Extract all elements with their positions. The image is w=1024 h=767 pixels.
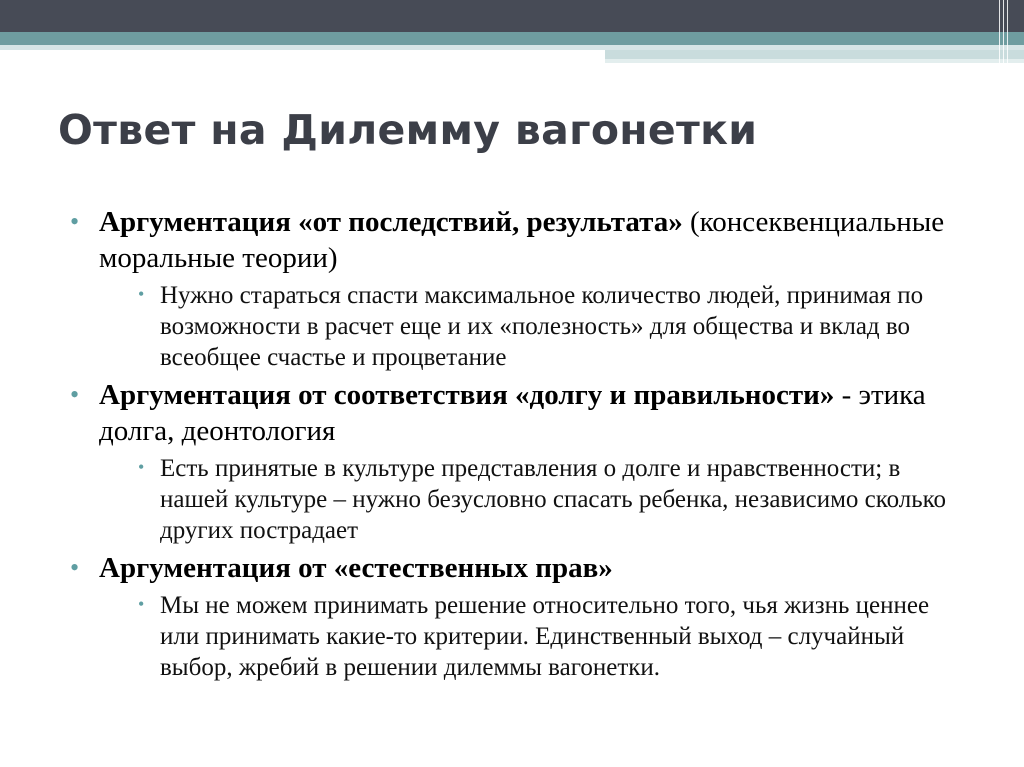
sub-bullet-consequences [70,280,970,373]
bullet-consequences [70,204,970,276]
bullet-rest: - этика долга, деонтология [99,379,926,447]
bullet-heading: Аргументация от «естественных прав» [99,552,613,584]
bullet-rest: (консеквенциальные моральные теории) [99,206,945,274]
sub-bullet-text: Мы не можем принимать решение относительно того, чья жизнь ценнее или принимать какие-то критерии. Единственный выход – случайный выбор, жребий в решении дилеммы вагонетки. [160,592,930,681]
slide-content [70,204,970,687]
slide-title: Ответ на Дилемму вагонетки [58,106,758,154]
bullet-dot-icon: • [70,207,80,236]
bullet-heading: Аргументация от соответствия «долгу и правильности» [99,379,835,411]
sub-bullet-natural-rights [70,590,970,683]
bullet-duty [70,377,970,449]
teal-stripe [0,32,1024,45]
sub-bullet-duty [70,453,970,546]
right-accent-stripe [605,50,1024,59]
right-accent-stripe-thin [605,59,1024,63]
sub-bullet-text: Нужно стараться спасти максимальное количество людей, принимая по возможности в расчет еще и их «полезность» для общества и вклад во всеобщее счастье и процветание [160,282,924,371]
bullet-heading: Аргументация «от последствий, результата» [99,206,683,238]
sub-bullet-text: Есть принятые в культуре представления о долге и нравственности; в нашей культуре – нужно безусловно спасать ребенка, независимо сколько других пострадает [160,455,947,544]
sub-bullet-dot-icon: • [138,457,145,477]
edge-decoration [997,0,1024,66]
top-header-bar [0,0,1024,32]
sub-bullet-dot-icon: • [138,594,145,614]
bullet-natural-rights [70,550,970,586]
sub-bullet-dot-icon: • [138,284,145,304]
bullet-dot-icon: • [70,553,80,582]
bullet-dot-icon: • [70,380,80,409]
